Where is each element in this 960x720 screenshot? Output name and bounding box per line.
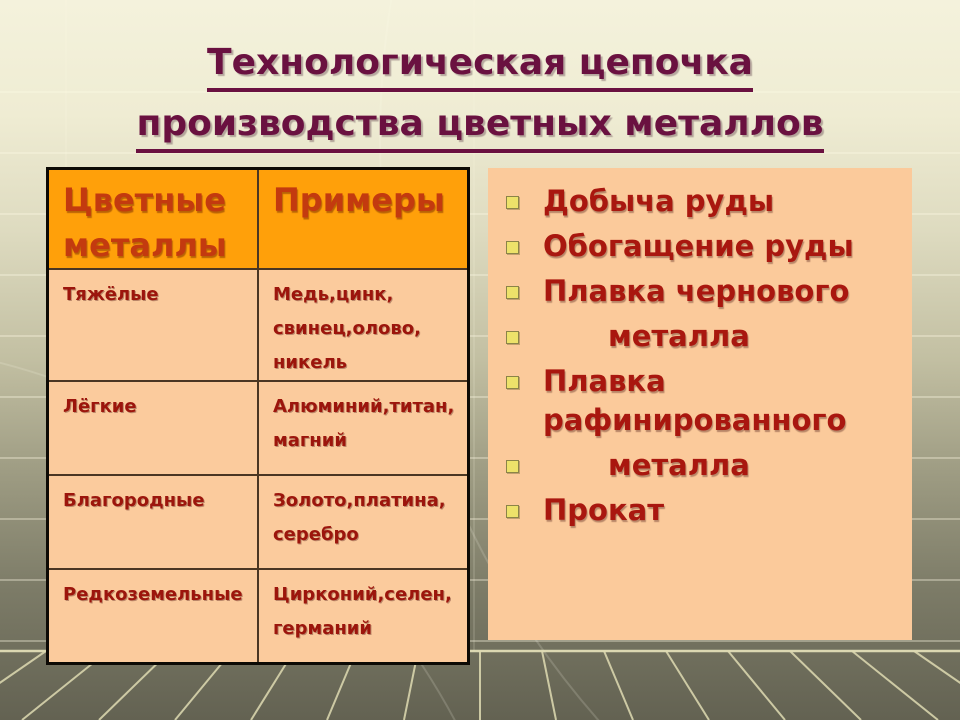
list-item	[496, 182, 904, 221]
table-cell-examples: Алюминий,титан, магний	[258, 381, 469, 475]
square-bullet-icon	[506, 241, 519, 254]
slide-title-line-1: Технологическая цепочка	[207, 44, 753, 92]
table-header-examples: Примеры	[258, 169, 469, 270]
list-item-label: Плавка чернового	[543, 274, 850, 308]
slide-title-line-2: производства цветных металлов	[136, 105, 823, 153]
table-cell-category: Редкоземельные	[48, 569, 259, 663]
table-cell-examples: Цирконий,селен, германий	[258, 569, 469, 663]
square-bullet-icon	[506, 196, 519, 209]
table-header-row	[48, 169, 469, 270]
process-steps-panel	[488, 168, 912, 640]
list-item-label: Обогащение руды	[543, 229, 854, 263]
table-cell-examples: Золото,платина, серебро	[258, 475, 469, 569]
table-cell-category: Лёгкие	[48, 381, 259, 475]
table-row	[48, 381, 469, 475]
square-bullet-icon	[506, 460, 519, 473]
list-item	[496, 446, 904, 485]
list-item-label: Прокат	[543, 493, 665, 527]
table-row	[48, 569, 469, 663]
list-item	[496, 362, 904, 440]
list-item-label: металла	[608, 319, 750, 353]
list-item-label: Плавка рафинированного	[543, 364, 847, 437]
table-cell-examples: Медь,цинк, свинец,олово, никель	[258, 269, 469, 381]
list-item	[496, 317, 904, 356]
square-bullet-icon	[506, 376, 519, 389]
square-bullet-icon	[506, 505, 519, 518]
list-item-label: металла	[608, 448, 750, 482]
list-item	[496, 227, 904, 266]
table-header-category: Цветные металлы	[48, 169, 259, 270]
table-cell-category: Благородные	[48, 475, 259, 569]
list-item	[496, 272, 904, 311]
list-item	[496, 491, 904, 530]
table-row	[48, 269, 469, 381]
square-bullet-icon	[506, 331, 519, 344]
list-item-label: Добыча руды	[543, 184, 775, 218]
table-row	[48, 475, 469, 569]
slide-title	[0, 42, 960, 164]
square-bullet-icon	[506, 286, 519, 299]
table-cell-category: Тяжёлые	[48, 269, 259, 381]
metals-table	[46, 167, 470, 665]
